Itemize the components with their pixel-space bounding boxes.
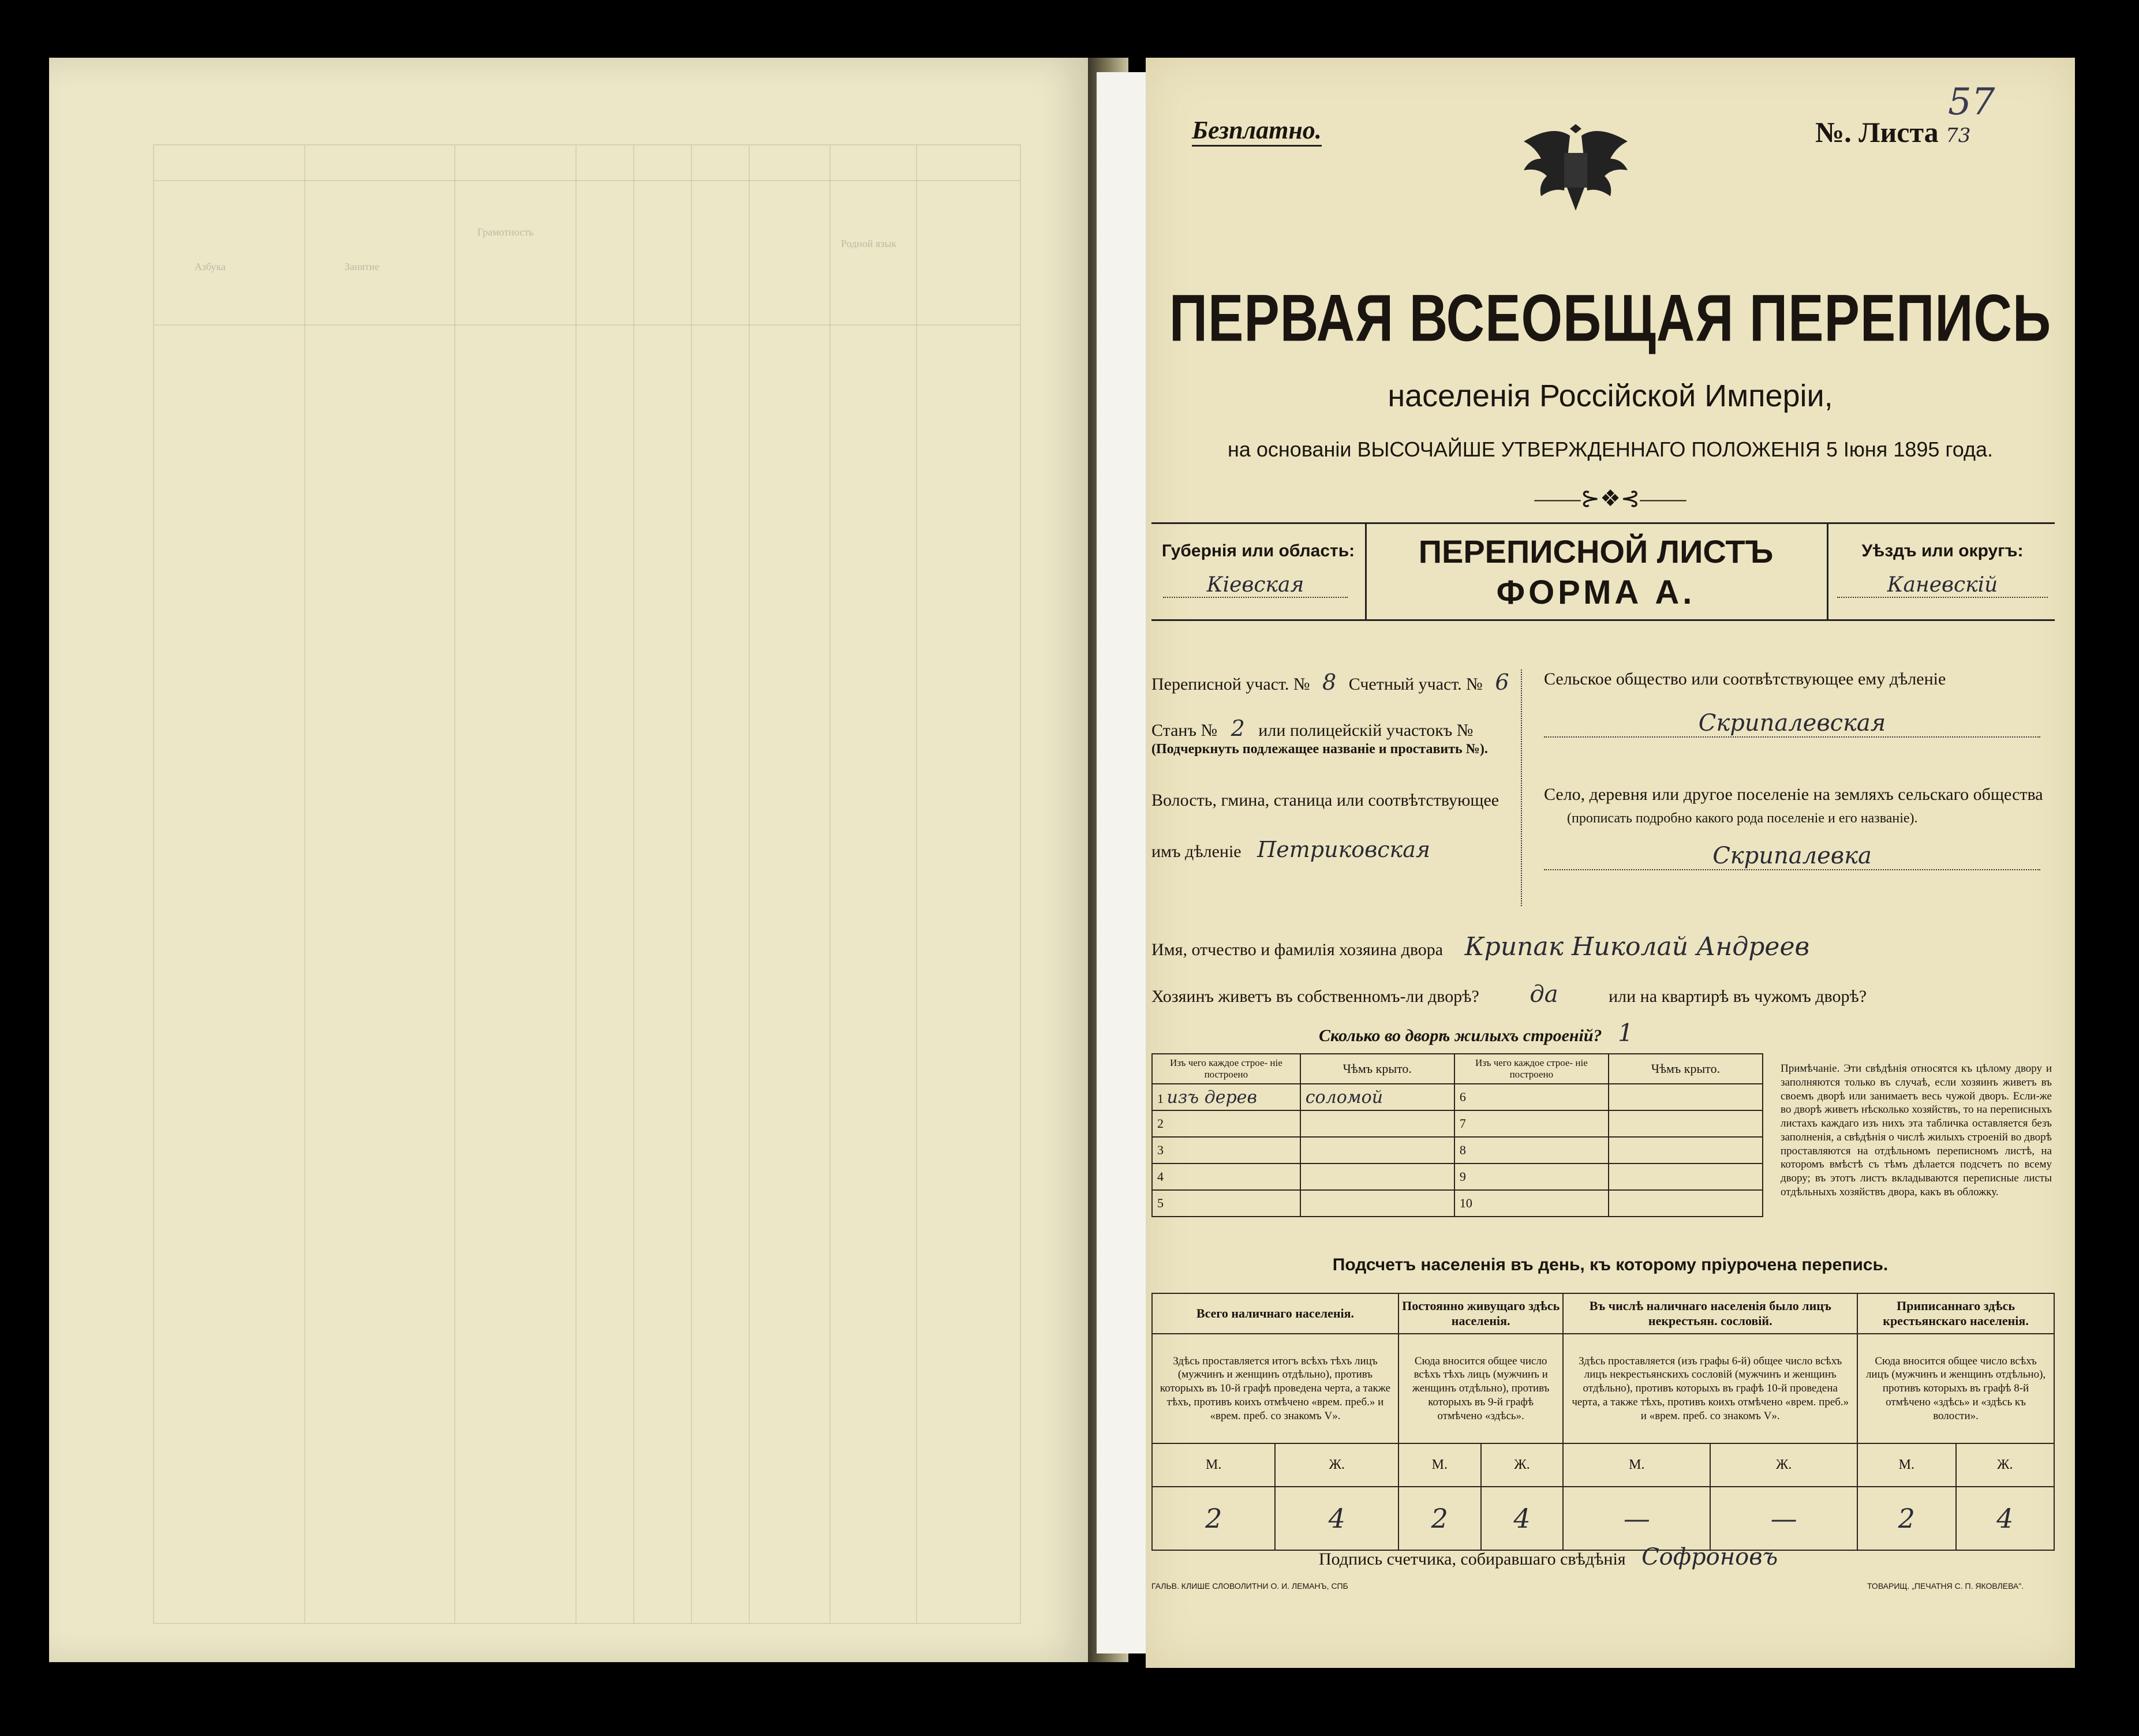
totals-col-title: Въ числѣ наличнаго населенія было лицъ некрестьян. сословій. [1563, 1293, 1857, 1334]
volost-field [1151, 837, 1509, 862]
uezd-box [1827, 524, 2056, 619]
table-row [1152, 1163, 1763, 1190]
building-material: изъ дерев [1166, 1087, 1257, 1108]
rent-label: или на квартирѣ въ чужомъ дворѣ? [1609, 987, 1867, 1006]
underline-note: (Подчеркнуть подлежащее названіе и проставить №). [1151, 742, 1488, 757]
archive-number: 57 [1948, 81, 1995, 124]
left-page [49, 58, 1088, 1662]
row-number: 8 [1454, 1137, 1609, 1163]
table-row [1152, 1084, 1763, 1110]
form-title-box [1365, 524, 1827, 619]
form-sheet-title: ПЕРЕПИСНОЙ ЛИСТЪ [1418, 533, 1774, 570]
gubernia-value: Кіевская [1163, 573, 1348, 598]
col-roof-header: Чѣмъ крыто. [1300, 1054, 1454, 1084]
buildings-count-label: Сколько во дворѣ жилыхъ строеній? [1319, 1026, 1602, 1045]
volost-value: Петриковская [1257, 837, 1431, 862]
printer-note-left: ГАЛЬВ. КЛИШЕ СЛОВОЛИТНИ О. И. ЛЕМАНЪ, СПБ [1151, 1581, 1348, 1591]
header-boxes [1151, 522, 2055, 621]
location-section [1151, 669, 2055, 906]
totals-heading: Подсчетъ населенія въ день, къ которому пріурочена перепись. [1332, 1255, 1889, 1274]
buildings-table [1151, 1053, 1763, 1217]
female-header: Ж. [1481, 1443, 1564, 1487]
female-header: Ж. [1275, 1443, 1398, 1487]
row-number: 4 [1152, 1163, 1300, 1190]
village-value: Скрипалевка [1544, 843, 2040, 870]
gubernia-label: Губернія или область: [1161, 541, 1355, 560]
stan-value: 2 [1231, 716, 1245, 741]
sheet-number-caption: №. Листа [1815, 116, 1939, 148]
registered-female-value: 4 [1956, 1487, 2054, 1550]
census-district-field [1151, 669, 1517, 695]
form-main-title: ПЕРВАЯ ВСЕОБЩАЯ ПЕРЕПИСЬ [1169, 282, 2052, 356]
buildings-count-field [1319, 1019, 1633, 1047]
volost-label-2: имъ дѣленіе [1151, 842, 1241, 861]
village-note: (прописать подробно какого рода поселеніе и его названіе). [1567, 811, 1918, 826]
row-number: 2 [1152, 1110, 1300, 1137]
volost-label: Волость, гмина, станица или соотвѣтствующее [1151, 791, 1499, 810]
stan-label: Станъ № [1151, 721, 1218, 740]
nonpeasant-male-value: — [1563, 1487, 1710, 1550]
totals-col-title: Всего наличнаго населенія. [1152, 1293, 1398, 1334]
ornament-divider: ——⊱❖⊰—— [1534, 485, 1686, 511]
police-district-label: или полицейскій участокъ № [1258, 721, 1474, 740]
row-number: 3 [1152, 1137, 1300, 1163]
male-header: М. [1563, 1443, 1710, 1487]
totals-col-title: Приписаннаго здѣсь крестьянскаго населенія. [1857, 1293, 2054, 1334]
signature-field [1319, 1544, 1778, 1570]
population-totals-table [1151, 1293, 2055, 1551]
owner-label: Имя, отчество и фамилія хозяина двора [1151, 940, 1444, 959]
female-header: Ж. [1956, 1443, 2054, 1487]
male-header: М. [1152, 1443, 1275, 1487]
table-row [1152, 1110, 1763, 1137]
col-material-header-2: Изъ чего каждое строе- ніе построено [1454, 1054, 1609, 1084]
uezd-value: Каневскій [1837, 573, 2048, 598]
ownership-value: да [1530, 981, 1558, 1008]
nonpeasant-female-value: — [1710, 1487, 1857, 1550]
left-page-ghost-grid [153, 144, 1021, 1624]
count-district-value: 6 [1495, 669, 1509, 695]
row-number: 9 [1454, 1163, 1609, 1190]
ownership-field [1151, 981, 1867, 1008]
total-female-value: 4 [1275, 1487, 1398, 1550]
total-male-value: 2 [1152, 1487, 1275, 1550]
row-number: 1 [1157, 1091, 1164, 1106]
uezd-label: Уѣздъ или округъ: [1861, 541, 2024, 560]
stan-field [1151, 716, 1473, 741]
row-number: 5 [1152, 1190, 1300, 1217]
form-type: ФОРМА А. [1496, 574, 1696, 611]
row-number: 6 [1454, 1084, 1609, 1110]
ghost-text: Занятие [345, 261, 380, 272]
totals-col-desc: Здѣсь проставляется (изъ графы 6-й) общее число всѣхъ лицъ некрестьянскихъ сословій (мужчинъ и женщинъ отдѣльно), противъ которыхъ въ графѣ 10-й проведена черта, а также тѣхъ, противъ коихъ отмѣчено «врем. преб.» и «врем. преб. со знакомъ V». [1563, 1334, 1857, 1443]
male-header: М. [1857, 1443, 1955, 1487]
sheet-number-value: 73 [1946, 124, 1971, 147]
buildings-note: Примѣчаніе. Эти свѣдѣнія относятся къ цѣлому двору и заполняются только въ случаѣ, если хозяинъ живетъ въ своемъ дворѣ или занимаетъ весь чужой дворъ. Если-же во дворѣ живетъ нѣсколько хозяйствъ, то на переписныхъ листахъ каждаго изъ нихъ эта табличка оставляется безъ заполненія, а свѣдѣнія о числѣ жилыхъ строеній во дворѣ проставляются на отдѣльномъ переписномъ листѣ, на которомъ вмѣстѣ съ тѣмъ дѣлается подсчетъ по всему двору; въ этотъ листъ вкладываются переписные листы отдѣльныхъ хозяйствъ двора, какъ въ обложку. [1781, 1062, 2052, 1198]
count-district-label: Счетный участ. № [1348, 675, 1483, 694]
printer-note-right: ТОВАРИЩ. „ПЕЧАТНЯ С. П. ЯКОВЛЕВА". [1867, 1581, 2024, 1591]
row-number: 7 [1454, 1110, 1609, 1137]
totals-col-desc: Здѣсь проставляется итогъ всѣхъ тѣхъ лицъ (мужчинъ и женщинъ отдѣльно), противъ которыхъ въ 10-й графѣ проведена черта, а также тѣхъ, противъ коихъ отмѣчено «врем. преб.» и «врем. преб. со знакомъ V». [1152, 1334, 1398, 1443]
form-subtitle: населенія Россійской Имперіи, [1388, 379, 1833, 413]
ghost-text: Родной язык [841, 238, 897, 249]
owner-field [1151, 932, 1809, 961]
totals-col-title: Постоянно живущаго здѣсь населенія. [1398, 1293, 1563, 1334]
ghost-text: Азбука [195, 261, 226, 272]
table-row [1152, 1190, 1763, 1217]
female-header: Ж. [1710, 1443, 1857, 1487]
census-form-page [1146, 58, 2075, 1668]
signature-label: Подпись счетчика, собиравшаго свѣдѣнія [1319, 1550, 1626, 1569]
ownership-label: Хозяинъ живетъ въ собственномъ-ли дворѣ? [1151, 987, 1479, 1006]
gubernia-box [1151, 524, 1367, 619]
totals-col-desc: Сюда вносится общее число всѣхъ лицъ (мужчинъ и женщинъ отдѣльно), противъ которыхъ въ графѣ 8-й отмѣчено «здѣсь» и «здѣсь къ волости». [1857, 1334, 2054, 1443]
double-eagle-emblem-icon [1515, 113, 1636, 228]
col-material-header: Изъ чего каждое строе- ніе построено [1152, 1054, 1300, 1084]
signature-value: Софроновъ [1641, 1544, 1778, 1570]
male-header: М. [1398, 1443, 1481, 1487]
census-district-label: Переписной участ. № [1151, 675, 1310, 694]
permanent-male-value: 2 [1398, 1487, 1481, 1550]
free-label: Безплатно. [1192, 115, 1322, 147]
ghost-text: Грамотность [477, 226, 534, 238]
table-row [1152, 1137, 1763, 1163]
buildings-count-value: 1 [1618, 1019, 1633, 1047]
registered-male-value: 2 [1857, 1487, 1955, 1550]
building-roof: соломой [1300, 1084, 1454, 1110]
village-label: Село, деревня или другое поселеніе на земляхъ сельскаго общества [1544, 785, 2043, 804]
totals-col-desc: Сюда вносится общее число всѣхъ тѣхъ лицъ (мужчинъ и женщинъ отдѣльно), противъ которыхъ въ 9-й графѣ отмѣчено «здѣсь». [1398, 1334, 1563, 1443]
white-strip [1097, 72, 1151, 1653]
permanent-female-value: 4 [1481, 1487, 1564, 1550]
form-basis-line: на основаніи ВЫСОЧАЙШЕ УТВЕРЖДЕННАГО ПОЛОЖЕНІЯ 5 Іюня 1895 года. [1227, 437, 1993, 461]
col-roof-header-2: Чѣмъ крыто. [1609, 1054, 1763, 1084]
society-label: Сельское общество или соотвѣтствующее ему дѣленіе [1544, 669, 1946, 689]
society-value: Скрипалевская [1544, 710, 2040, 738]
row-number: 10 [1454, 1190, 1609, 1217]
census-district-value: 8 [1322, 669, 1337, 695]
owner-value: Крипак Николай Андреев [1464, 932, 1810, 961]
